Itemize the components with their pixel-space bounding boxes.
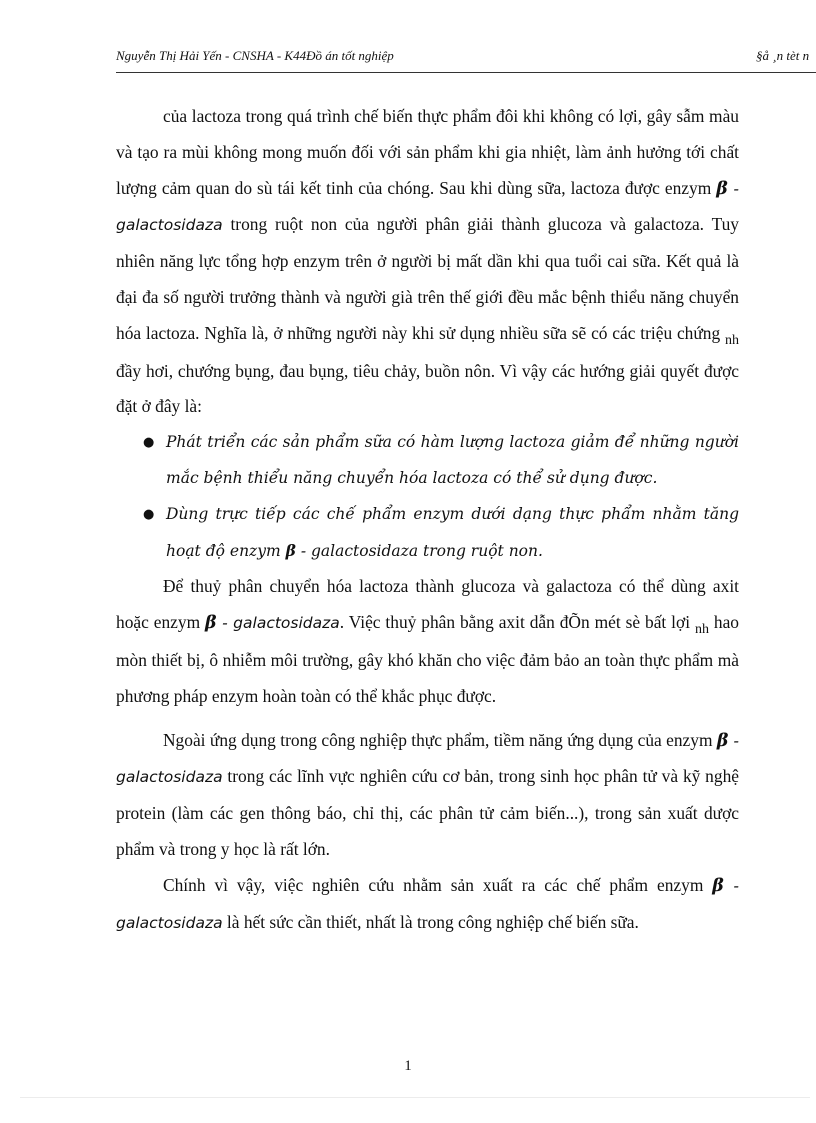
beta-symbol: β [712, 875, 724, 896]
paragraph-3: Ngoài ứng dụng trong công nghiệp thực phẩm, tiềm năng ứng dụng của enzym β - galactosidaza trong các lĩnh vực nghiên cứu cơ bản, trong sinh học phân tử và kỹ nghệ protein (làm các gen thông báo, chỉ thị, các phân tử cảm biến...), trong sản xuất dược phẩm và trong y học là rất lớn. [116, 729, 740, 859]
page-number: 1 [404, 1058, 412, 1074]
beta-symbol: β [285, 540, 296, 560]
header-divider [116, 72, 816, 73]
header-right-text: §å ¸n tèt n [756, 48, 810, 63]
bullet-icon: ● [143, 435, 155, 451]
list-item: ● Dùng trực tiếp các chế phẩm enzym dưới dạng thực phẩm nhằm tăng hoạt độ enzym β - galactosidaza trong ruột non. [116, 497, 739, 570]
page-bottom-edge [20, 1097, 810, 1098]
bullet-icon: ● [143, 506, 155, 522]
paragraph-4: Chính vì vậy, việc nghiên cứu nhằm sản xuất ra các chế phẩm enzym β - galactosidaza là hết sức cần thiết, nhất là trong công nghiệp chế biến sữa. [116, 874, 739, 932]
bullet-list [116, 425, 739, 569]
paragraph-2: Để thuỷ phân chuyển hóa lactoza thành glucoza và galactoza có thể dùng axit hoặc enzym β - galactosidaza. Việc thuỷ phân bằng axit dẫn đÕn mét sè bất lợi $_{nh}$ hao mòn thiết bị, ô nhiễm môi trường, gây khó khăn cho việc đảm bảo an toàn thực phẩm mà phương pháp enzym hoàn toàn có thể khắc phục được. [116, 576, 739, 706]
beta-symbol: β [716, 730, 729, 751]
header-title: Nguyễn Thị Hải Yến - CNSHA - K44Đồ án tốt nghiệp [116, 48, 394, 63]
beta-symbol: β [716, 178, 728, 199]
beta-symbol: β [205, 613, 217, 634]
list-item: ● Phát triển các sản phẩm sữa có hàm lượng lactoza giảm để những người mắc bệnh thiểu năng chuyển hóa lactoza có thể sử dụng được. [116, 425, 739, 497]
document-body [116, 99, 739, 941]
paragraph-1: của lactoza trong quá trình chế biến thực phẩm đôi khi không có lợi, gây sẫm màu và tạo ra mùi không mong muốn đối với sản phẩm khi gia nhiệt, làm ảnh hưởng tới chất lượng cảm quan do sù tái kết tinh của chóng. Sau khi dùng sữa, lactoza được enzym β - galactosidaza trong ruột non của người phân giải thành glucoza và galactoza. Tuy nhiên năng lực tổng hợp enzym trên ở người bị mất dần khi qua tuổi cai sữa. Kết quả là đại đa số người trưởng thành và người già trên thế giới đều mắc bệnh thiểu năng chuyển hóa lactoza. Nghĩa là, ở những người này khi sử dụng nhiều sữa sẽ có các triệu chứng $_{nh}$ đầy hơi, chướng bụng, đau bụng, tiêu chảy, buồn nôn. Vì vậy các hướng giải quyết được đặt ở đây là: [116, 106, 739, 417]
page-header [116, 46, 816, 66]
